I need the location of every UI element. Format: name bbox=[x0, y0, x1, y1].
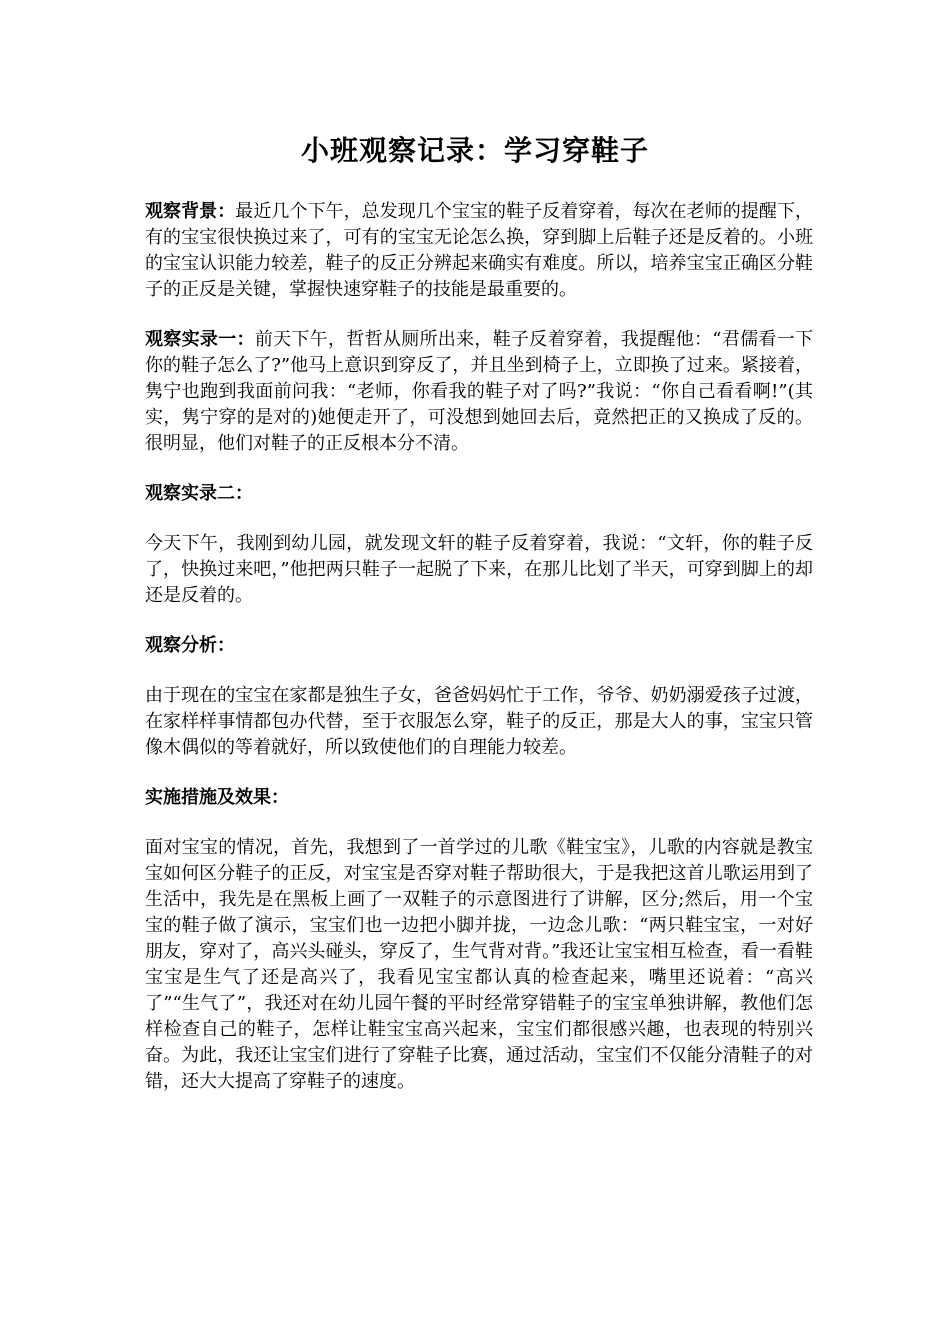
measures-text: 面对宝宝的情况，首先，我想到了一首学过的儿歌《鞋宝宝》，儿歌的内容就是教宝宝如何区分鞋子的正反，对宝宝是否穿对鞋子帮助很大，于是我把这首儿歌运用到了生活中，我先是在黑板上画了一双鞋子的示意图进行了讲解，区分;然后，用一个宝宝的鞋子做了演示，宝宝们也一边把小脚并拢，一边念儿歌：“两只鞋宝宝，一对好朋友，穿对了，高兴头碰头，穿反了，生气背对背。”我还让宝宝相互检查，看一看鞋宝宝是生气了还是高兴了，我看见宝宝都认真的检查起来，嘴里还说着：“高兴了”“生气了”，我还对在幼儿园午餐的平时经常穿错鞋子的宝宝单独讲解，教他们怎样检查自己的鞋子，怎样让鞋宝宝高兴起来，宝宝们都很感兴趣，也表现的特别兴奋。为此，我还让宝宝们进行了穿鞋子比赛，通过活动，宝宝们不仅能分清鞋子的对错，还大大提高了穿鞋子的速度。 bbox=[145, 837, 813, 1092]
record1-paragraph bbox=[145, 327, 813, 457]
measures-heading: 实施措施及效果： bbox=[145, 787, 289, 808]
background-text: 最近几个下午，总发现几个宝宝的鞋子反着穿着，每次在老师的提醒下，有的宝宝很快换过来了，可有的宝宝无论怎么换，穿到脚上后鞋子还是反着的。小班的宝宝认识能力较差，鞋子的反正分辨起来确实有难度。所以，培养宝宝正确区分鞋子的正反是关键，掌握快速穿鞋子的技能是最重要的。 bbox=[145, 201, 814, 300]
analysis-text: 由于现在的宝宝在家都是独生子女，爸爸妈妈忙于工作，爷爷、奶奶溺爱孩子过渡，在家样样事情都包办代替，至于衣服怎么穿，鞋子的反正，那是大人的事，宝宝只管像木偶似的等着就好，所以致使他们的自理能力较差。 bbox=[145, 685, 813, 758]
analysis-heading: 观察分析： bbox=[145, 635, 235, 656]
background-label: 观察背景： bbox=[145, 201, 236, 222]
document-body bbox=[145, 199, 813, 1119]
record2-text: 今天下午，我刚到幼儿园，就发现文轩的鞋子反着穿着，我说：“文轩，你的鞋子反了，快换过来吧，”他把两只鞋子一起脱了下来，在那儿比划了半天，可穿到脚上的却还是反着的。 bbox=[145, 533, 813, 606]
record1-text: 前天下午，哲哲从厕所出来，鞋子反着穿着，我提醒他：“君儒看一下你的鞋子怎么了?”他马上意识到穿反了，并且坐到椅子上，立即换了过来。紧接着，隽宁也跑到我面前问我：“老师，你看我的鞋子对了吗?”我说：“你自己看看啊!”(其实，隽宁穿的是对的)她便走开了，可没想到她回去后，竟然把正的又换成了反的。很明显，他们对鞋子的正反根本分不清。 bbox=[145, 329, 814, 454]
background-paragraph bbox=[145, 199, 813, 303]
document-title: 小班观察记录：学习穿鞋子 bbox=[300, 134, 649, 167]
record1-label: 观察实录一： bbox=[145, 329, 255, 350]
record2-heading: 观察实录二： bbox=[145, 483, 253, 504]
